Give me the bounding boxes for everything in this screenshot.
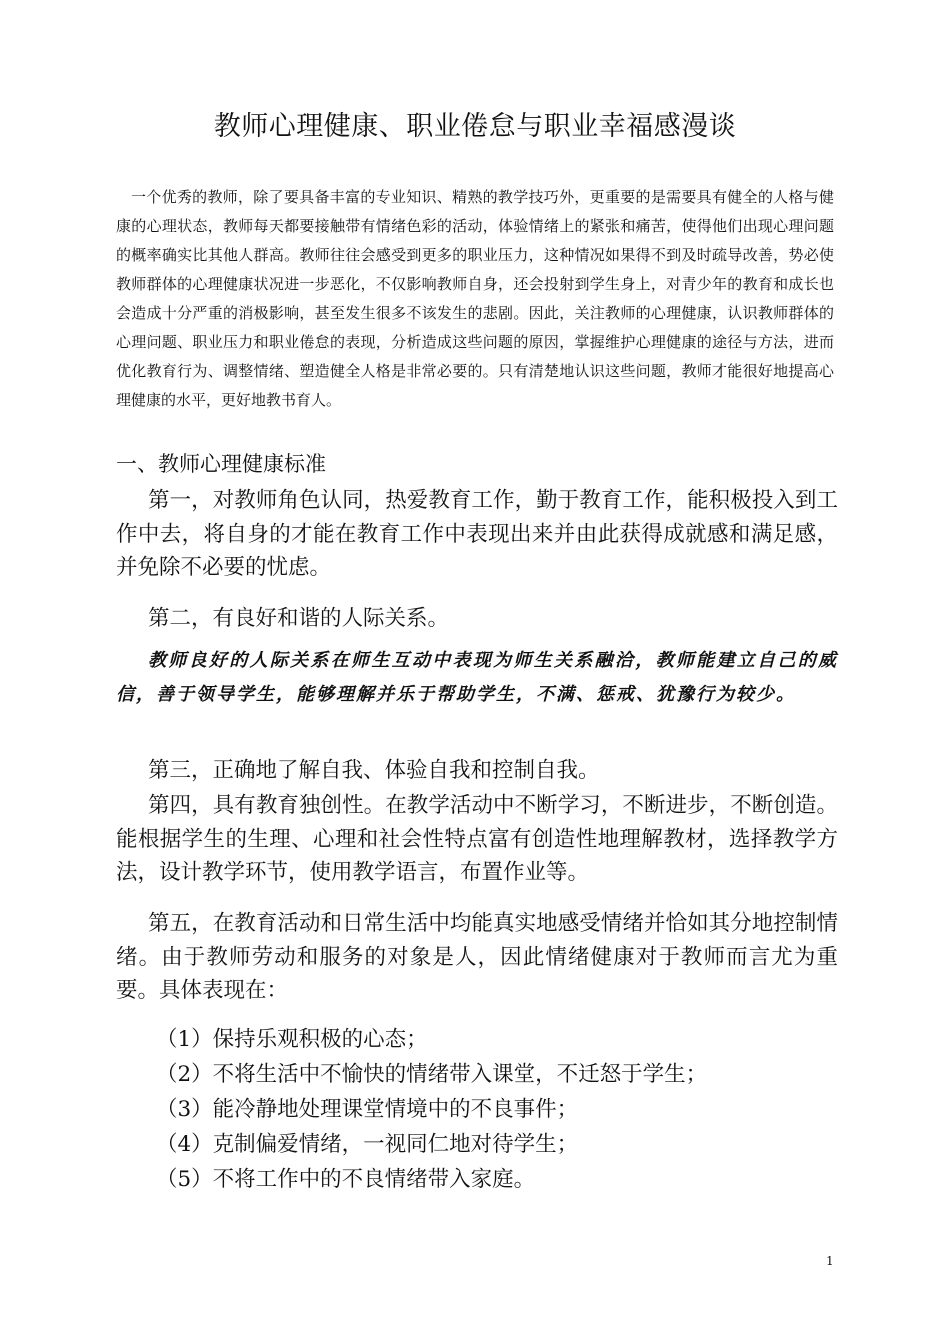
intro-paragraph: 一个优秀的教师，除了要具备丰富的专业知识、精熟的教学技巧外，更重要的是需要具有健全的人格与健康的心理状态，教师每天都要接触带有情绪色彩的活动，体验情绪上的紧张和痛苦，使得他们出现心理问题的概率确实比其他人群高。教师往往会感受到更多的职业压力，这种情况如果得不到及时疏导改善，势必使教师群体的心理健康状况进一步恶化，不仅影响教师自身，还会投射到学生身上，对青少年的教育和成长也会造成十分严重的消极影响，甚至发生很多不该发生的悲剧。因此，关注教师的心理健康，认识教师群体的心理问题、职业压力和职业倦怠的表现，分析造成这些问题的原因，掌握维护心理健康的途径与方法，进而优化教育行为、调整情绪、塑造健全人格是非常必要的。只有清楚地认识这些问题，教师才能很好地提高心理健康的水平，更好地教书育人。 <box>116 188 834 409</box>
emotion-list <box>156 1022 707 1197</box>
section-heading: 一、教师心理健康标准 <box>116 452 326 476</box>
page-number: 1 <box>826 1254 834 1268</box>
standard-paragraph-2: 第二，有良好和谐的人际关系。 <box>148 606 450 631</box>
list-item: （3）能冷静地处理课堂情境中的不良事件； <box>156 1097 579 1122</box>
list-item: （2）不将生活中不愉快的情绪带入课堂，不迁怒于学生； <box>156 1062 708 1087</box>
document-title: 教师心理健康、职业倦怠与职业幸福感漫谈 <box>213 111 737 142</box>
standard-paragraph-5: 第五，在教育活动和日常生活中均能真实地感受情绪并恰如其分地控制情绪。由于教师劳动和服务的对象是人，因此情绪健康对于教师而言尤为重要。具体表现在： <box>116 911 838 1003</box>
list-item: （4）克制偏爱情绪，一视同仁地对待学生； <box>156 1132 579 1157</box>
list-item: （5）不将工作中的不良情绪带入家庭。 <box>156 1167 536 1192</box>
standard-paragraph-1: 第一，对教师角色认同，热爱教育工作，勤于教育工作，能积极投入到工作中去，将自身的才能在教育工作中表现出来并由此获得成就感和满足感，并免除不必要的忧虑。 <box>116 488 838 580</box>
list-item: （1）保持乐观积极的心态； <box>156 1027 428 1052</box>
standard-paragraph-4: 第四，具有教育独创性。在教学活动中不断学习，不断进步，不断创造。能根据学生的生理、心理和社会性特点富有创造性地理解教材，选择教学方法，设计教学环节，使用教学语言，布置作业等。 <box>116 793 838 885</box>
standard-paragraph-3: 第三，正确地了解自我、体验自我和控制自我。 <box>148 758 600 783</box>
standard-paragraph-2-detail: 教师良好的人际关系在师生互动中表现为师生关系融洽，教师能建立自己的威信，善于领导学生，能够理解并乐于帮助学生，不满、惩戒、犹豫行为较少。 <box>116 650 838 705</box>
